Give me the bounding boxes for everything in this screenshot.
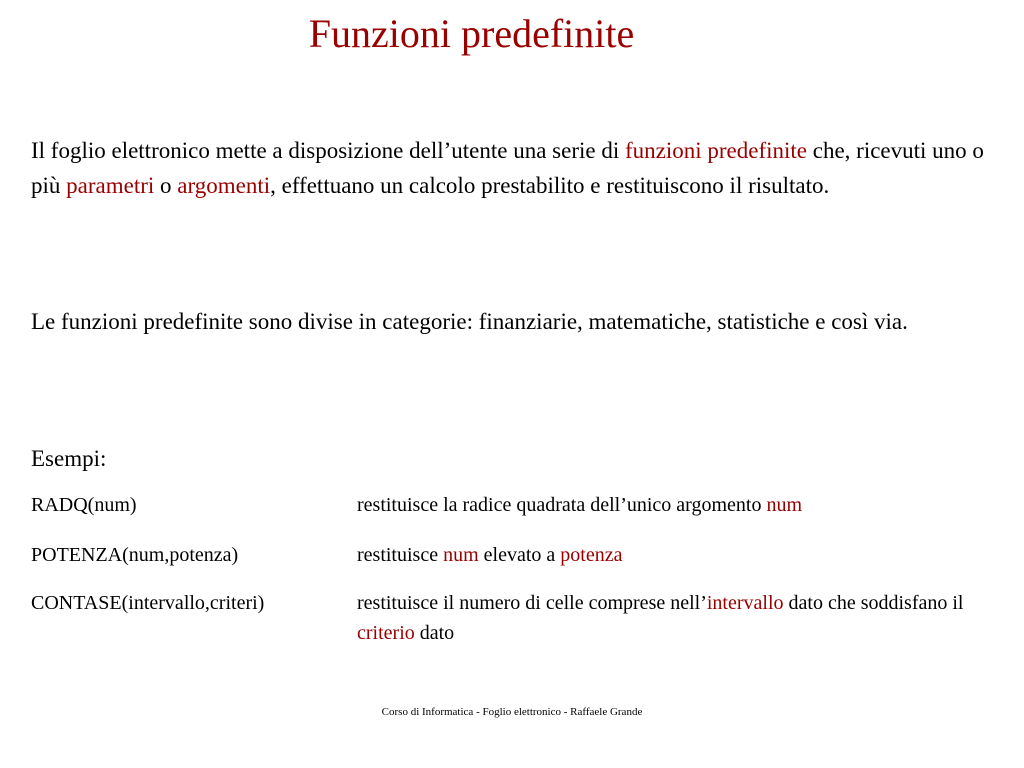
desc-highlight-potenza: potenza	[560, 544, 623, 566]
example-function-name: POTENZA(num,potenza)	[31, 544, 239, 566]
desc-text: restituisce	[357, 544, 444, 566]
slide-title: Funzioni predefinite	[308, 11, 635, 56]
desc-highlight-criterio: criterio	[357, 622, 415, 644]
desc-highlight-num: num	[443, 544, 479, 566]
intro-text-4: , effettuano un calcolo prestabilito e restituiscono il risultato.	[270, 173, 830, 198]
example-description	[357, 490, 997, 520]
intro-text-2: che, ricevuti uno o più	[31, 138, 984, 198]
example-description	[357, 540, 997, 570]
examples-heading: Esempi:	[31, 446, 107, 471]
categories-paragraph: Le funzioni predefinite sono divise in categorie: finanziarie, matematiche, statistiche e così via.	[31, 309, 908, 334]
highlight-parametri: parametri	[66, 173, 155, 198]
intro-text-3: o	[154, 173, 178, 198]
intro-paragraph	[31, 133, 1016, 203]
desc-text: dato che soddisfano il	[783, 592, 964, 614]
example-description	[357, 588, 997, 648]
desc-text: dato	[414, 622, 455, 644]
highlight-argomenti: argomenti	[177, 173, 271, 198]
desc-text: restituisce il numero di celle comprese nell’	[357, 592, 707, 614]
desc-text: elevato a	[478, 544, 561, 566]
highlight-funzioni-predefinite: funzioni predefinite	[624, 138, 807, 163]
desc-highlight-intervallo: intervallo	[706, 592, 784, 614]
desc-highlight-num: num	[766, 494, 803, 516]
example-function-name: CONTASE(intervallo,criteri)	[31, 592, 265, 614]
example-function-name: RADQ(num)	[31, 494, 137, 516]
intro-text-1: Il foglio elettronico mette a disposizione dell’utente una serie di	[31, 138, 625, 163]
desc-text: restituisce la radice quadrata dell’unico argomento	[357, 494, 767, 516]
slide-footer: Corso di Informatica - Foglio elettronico - Raffaele Grande	[381, 706, 643, 718]
